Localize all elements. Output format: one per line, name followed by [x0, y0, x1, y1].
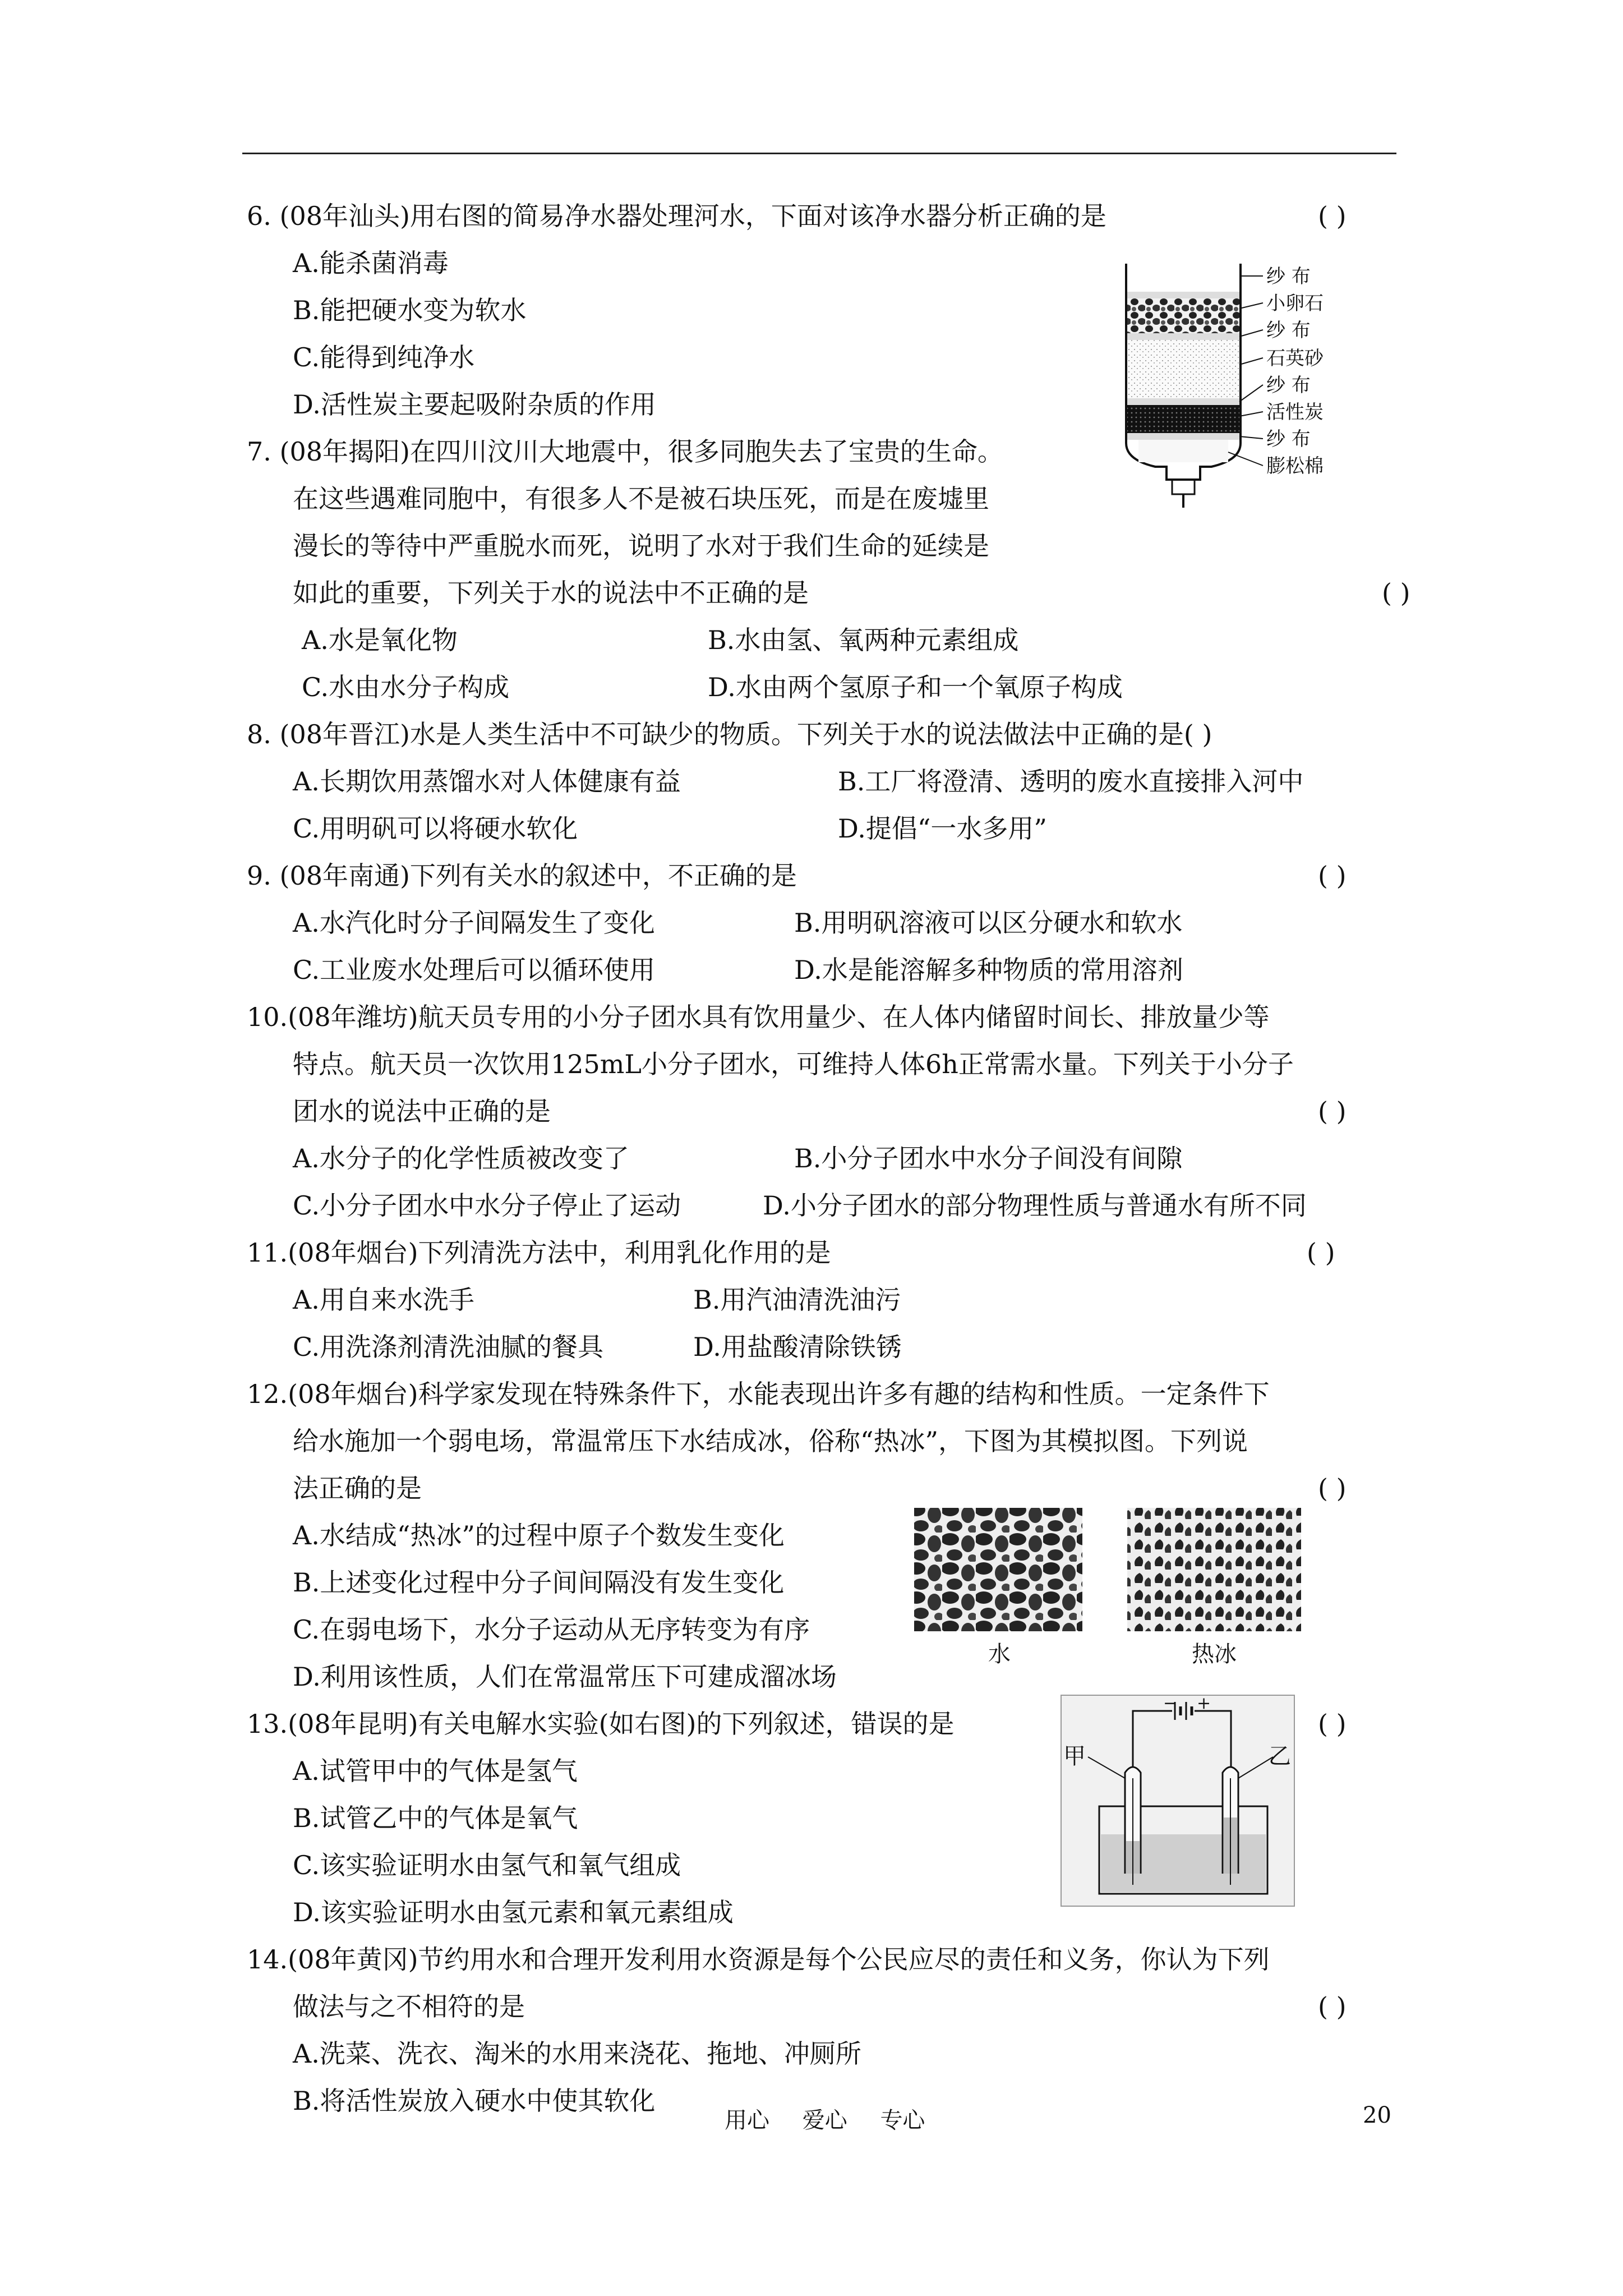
q12-option-c: C.在弱电场下，水分子运动从无序转变为有序 — [293, 1614, 810, 1645]
q9-option-a: A.水汽化时分子间隔发生了变化 — [293, 908, 655, 938]
q13-stem: 13.(08年昆明)有关电解水实验(如右图)的下列叙述，错误的是 — [247, 1709, 955, 1739]
q12-option-a: A.水结成“热冰”的过程中原子个数发生变化 — [293, 1520, 785, 1550]
label-tube-yi: 乙 — [1269, 1743, 1291, 1769]
q9-option-c: C.工业废水处理后可以循环使用 — [293, 955, 656, 985]
label-hot-ice: 热冰 — [1192, 1641, 1237, 1667]
q11-answer-bracket: ( ) — [1307, 1237, 1335, 1268]
q13-option-b: B.试管乙中的气体是氧气 — [293, 1803, 578, 1833]
q8-option-d: D.提倡“一水多用” — [838, 813, 1047, 844]
q9-answer-bracket: ( ) — [1318, 861, 1347, 891]
q14-option-b: B.将活性炭放入硬水中使其软化 — [293, 2086, 656, 2116]
q12-line-3: 法正确的是 — [293, 1473, 422, 1503]
q11-option-b: B.用汽油清洗油污 — [693, 1285, 901, 1315]
q8-option-a: A.长期饮用蒸馏水对人体健康有益 — [293, 766, 681, 797]
footer-mottos — [725, 2102, 951, 2134]
q13-option-c: C.该实验证明水由氢气和氧气组成 — [293, 1850, 681, 1880]
q7-option-a: A.水是氧化物 — [302, 625, 458, 655]
label-positive-terminal: + — [1197, 1694, 1211, 1713]
q12-answer-bracket: ( ) — [1318, 1473, 1347, 1503]
q11-option-c: C.用洗涤剂清洗油腻的餐具 — [293, 1332, 604, 1362]
label-negative-terminal: − — [1163, 1694, 1178, 1713]
hot-ice-figure — [909, 1503, 1312, 1672]
label-water: 水 — [988, 1641, 1011, 1667]
q11-stem: 11.(08年烟台)下列清洗方法中，利用乳化作用的是 — [247, 1237, 831, 1268]
q12-line-1: 12.(08年烟台)科学家发现在特殊条件下，水能表现出许多有趣的结构和性质。一定条件下 — [247, 1379, 1270, 1409]
q14-line-2: 做法与之不相符的是 — [293, 1991, 525, 2022]
footer-motto-2: 爱心 — [802, 2108, 847, 2133]
label-tube-jia: 甲 — [1063, 1743, 1086, 1769]
label-gauze-3: 纱 布 — [1266, 374, 1311, 397]
electrolysis-figure — [1060, 1694, 1295, 1907]
label-cotton: 膨松棉 — [1266, 455, 1324, 477]
q9-option-d: D.水是能溶解多种物质的常用溶剂 — [794, 955, 1183, 985]
label-quartz-sand: 石英砂 — [1266, 347, 1324, 370]
q11-option-d: D.用盐酸清除铁锈 — [693, 1332, 902, 1362]
q11-option-a: A.用自来水洗手 — [293, 1285, 474, 1315]
q7-line-4: 如此的重要，下列关于水的说法中不正确的是 — [293, 578, 809, 608]
q6-stem: 6. (08年汕头)用右图的简易净水器处理河水，下面对该净水器分析正确的是 — [247, 201, 1106, 231]
q10-line-1: 10.(08年潍坊)航天员专用的小分子团水具有饮用量少、在人体内储留时间长、排放量少等 — [247, 1002, 1270, 1032]
q14-answer-bracket: ( ) — [1318, 1991, 1347, 2022]
q7-line-3: 漫长的等待中严重脱水而死，说明了水对于我们生命的延续是 — [293, 531, 989, 561]
label-pebbles: 小卵石 — [1266, 292, 1324, 315]
header-rule — [242, 153, 1396, 154]
q7-option-c: C.水由水分子构成 — [302, 672, 510, 702]
q13-option-a: A.试管甲中的气体是氢气 — [293, 1756, 578, 1786]
q10-line-3: 团水的说法中正确的是 — [293, 1096, 551, 1126]
q7-line-1: 7. (08年揭阳)在四川汶川大地震中，很多同胞失去了宝贵的生命。 — [247, 436, 1003, 467]
q14-option-a: A.洗菜、洗衣、淘米的水用来浇花、拖地、冲厕所 — [293, 2039, 861, 2069]
q10-option-b: B.小分子团水中水分子间没有间隙 — [794, 1143, 1183, 1174]
q12-option-b: B.上述变化过程中分子间间隔没有发生变化 — [293, 1567, 785, 1598]
q6-option-c: C.能得到纯净水 — [293, 342, 475, 372]
q6-option-a: A.能杀菌消毒 — [293, 248, 449, 278]
q9-option-b: B.用明矾溶液可以区分硬水和软水 — [794, 908, 1183, 938]
footer-motto-1: 用心 — [725, 2108, 769, 2133]
q13-option-d: D.该实验证明水由氢元素和氧元素组成 — [293, 1897, 734, 1927]
label-gauze-2: 纱 布 — [1266, 319, 1311, 342]
q7-option-b: B.水由氢、氧两种元素组成 — [708, 625, 1019, 655]
label-gauze-4: 纱 布 — [1266, 428, 1311, 450]
q12-option-d: D.利用该性质，人们在常温常压下可建成溜冰场 — [293, 1662, 837, 1692]
q7-line-2: 在这些遇难同胞中，有很多人不是被石块压死，而是在废墟里 — [293, 484, 989, 514]
q13-answer-bracket: ( ) — [1318, 1709, 1347, 1739]
q8-stem: 8. (08年晋江)水是人类生活中不可缺少的物质。下列关于水的说法做法中正确的是( ) — [247, 719, 1212, 749]
q10-answer-bracket: ( ) — [1318, 1096, 1347, 1126]
q6-option-d: D.活性炭主要起吸附杂质的作用 — [293, 389, 656, 420]
q10-option-a: A.水分子的化学性质被改变了 — [293, 1143, 629, 1174]
q14-line-1: 14.(08年黄冈)节约用水和合理开发利用水资源是每个公民应尽的责任和义务，你认为下列 — [247, 1944, 1270, 1975]
q9-stem: 9. (08年南通)下列有关水的叙述中，不正确的是 — [247, 861, 797, 891]
q6-option-b: B.能把硬水变为软水 — [293, 295, 527, 325]
q6-answer-bracket: ( ) — [1318, 201, 1347, 231]
page-number: 20 — [1363, 2102, 1391, 2128]
water-purifier-figure — [1116, 258, 1363, 510]
q7-option-d: D.水由两个氢原子和一个氧原子构成 — [708, 672, 1123, 702]
footer-motto-3: 专心 — [880, 2108, 925, 2133]
q10-option-d: D.小分子团水的部分物理性质与普通水有所不同 — [763, 1190, 1307, 1221]
q10-line-2: 特点。航天员一次饮用125mL小分子团水，可维持人体6h正常需水量。下列关于小分子 — [293, 1049, 1294, 1079]
label-activated-carbon: 活性炭 — [1266, 401, 1324, 424]
q8-option-b: B.工厂将澄清、透明的废水直接排入河中 — [838, 766, 1304, 797]
q10-option-c: C.小分子团水中水分子停止了运动 — [293, 1190, 681, 1221]
label-gauze-1: 纱 布 — [1266, 265, 1311, 288]
q8-option-c: C.用明矾可以将硬水软化 — [293, 813, 578, 844]
q12-line-2: 给水施加一个弱电场，常温常压下水结成冰，俗称“热冰”，下图为其模拟图。下列说 — [293, 1426, 1248, 1456]
q7-answer-bracket: ( ) — [1382, 578, 1410, 608]
